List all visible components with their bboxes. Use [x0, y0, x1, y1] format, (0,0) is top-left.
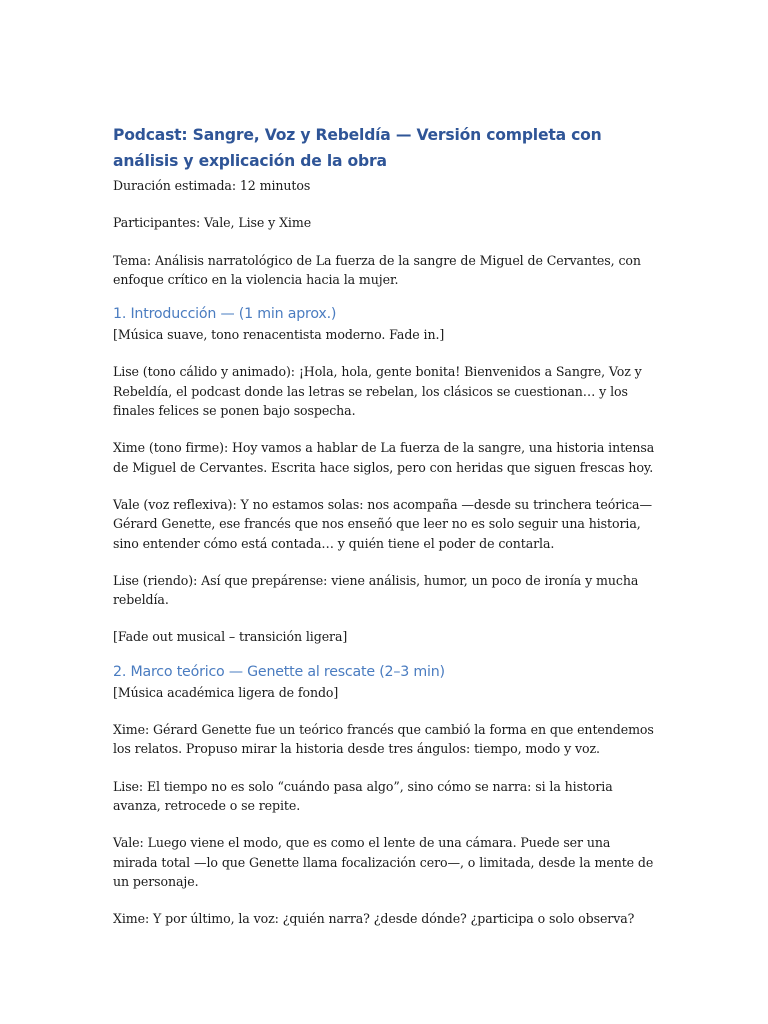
- dialogue-paragraph: Vale (voz reflexiva): Y no estamos solas: nos acompaña —desde su trinchera teórica— Gérard Genette, ese francés que nos enseñó que leer no es solo seguir una historia, sino entender cómo está contada… y quién tiene el poder de contarla.: [113, 496, 652, 551]
- stage-direction: [Fade out musical – transición ligera]: [113, 629, 348, 645]
- dialogue-paragraph: Xime (tono firme): Hoy vamos a hablar de La fuerza de la sangre, una historia intensa de Miguel de Cervantes. Escrita hace siglos, pero con heridas que siguen frescas hoy.: [113, 440, 655, 475]
- document-body: [113, 122, 658, 928]
- dialogue-paragraph: Lise: El tiempo no es solo “cuándo pasa algo”, sino cómo se narra: si la historia avanza, retrocede o se repite.: [113, 778, 613, 813]
- dialogue-paragraph: Vale: Luego viene el modo, que es como el lente de una cámara. Puede ser una mirada total —lo que Genette llama focalización cero—, o limitada, desde la mente de un personaje.: [113, 835, 654, 889]
- dialogue-paragraph: Lise (riendo): Así que prepárense: viene análisis, humor, un poco de ironía y mucha rebeldía.: [113, 572, 639, 608]
- participants-line: Participantes: Vale, Lise y Xime: [113, 215, 312, 231]
- dialogue-paragraph: Xime: Gérard Genette fue un teórico francés que cambió la forma en que entendemos los relatos. Propuso mirar la historia desde tres ángulos: tiempo, modo y voz.: [113, 722, 654, 757]
- section-heading-introduccion: 1. Introducción — (1 min aprox.): [113, 306, 337, 323]
- dialogue-paragraph: Lise (tono cálido y animado): ¡Hola, hola, gente bonita! Bienvenidos a Sangre, Voz y Rebeldía, el podcast donde las letras se rebelan, los clásicos se cuestionan… y los finales felices se ponen bajo sospecha.: [113, 364, 642, 419]
- dialogue-paragraph: Xime: Y por último, la voz: ¿quién narra? ¿desde dónde? ¿participa o solo observa?: [113, 911, 635, 927]
- document-title: Podcast: Sangre, Voz y Rebeldía — Versión completa con análisis y explicación de la obra: [113, 126, 602, 170]
- stage-direction: [Música suave, tono renacentista moderno. Fade in.]: [113, 327, 445, 343]
- stage-direction: [Música académica ligera de fondo]: [113, 684, 339, 700]
- topic-line: Tema: Análisis narratológico de La fuerza de la sangre de Miguel de Cervantes, con enfoque crítico en la violencia hacia la mujer.: [113, 252, 641, 287]
- section-heading-marco-teorico: 2. Marco teórico — Genette al rescate (2–3 min): [113, 663, 445, 680]
- duration-line: Duración estimada: 12 minutos: [113, 178, 311, 193]
